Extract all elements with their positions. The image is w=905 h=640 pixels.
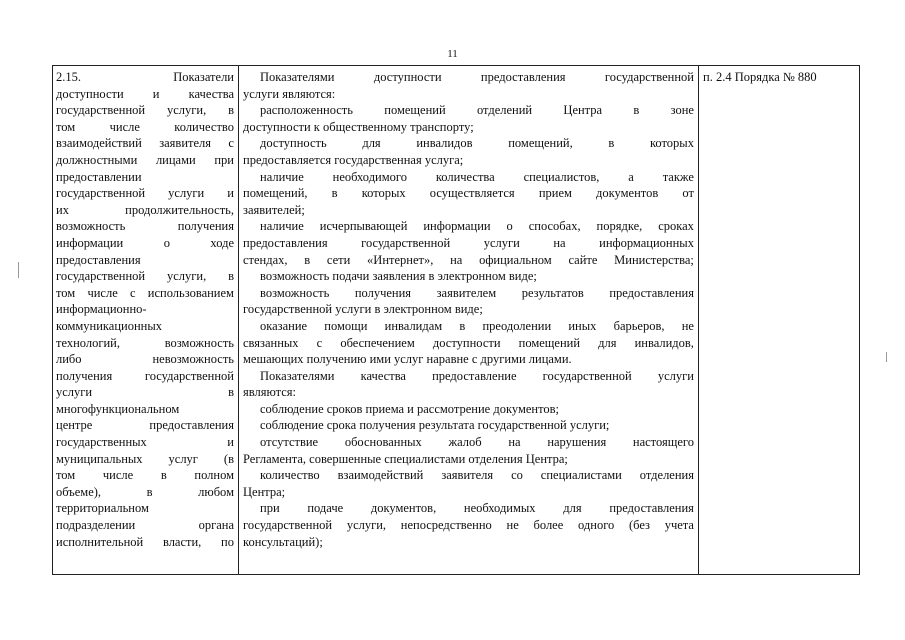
cell_b-line: наличие исчерпывающей информации о способах, порядке, сроках (260, 219, 694, 234)
cell_a-line: том числе в полном (56, 468, 234, 483)
cell-legal-reference (699, 66, 859, 574)
scan-margin-mark (18, 262, 19, 278)
cell_b-line: Показателями качества предоставление государственной услуги (260, 368, 694, 383)
cell_b-line: возможность подачи заявления в электронном виде; (260, 269, 537, 284)
cell_b-line: расположенность помещений отделений Центра в зоне (260, 103, 694, 118)
cell_a-line: должностными лицами при (56, 152, 234, 167)
cell_b-line: предоставляется государственная услуга; (243, 152, 464, 167)
cell_b-line: отсутствие обоснованных жалоб на нарушения настоящего (260, 435, 694, 450)
cell-requirement-content (239, 66, 699, 574)
cell_a-line: многофункциональном (56, 401, 180, 416)
cell_a-line: подразделении органа (56, 518, 234, 533)
page-number: 11 (447, 48, 458, 60)
cell_a-line: либо невозможность (56, 352, 234, 367)
cell_b-line: наличие необходимого количества специалистов, а также (260, 169, 694, 184)
cell_a-line: услуги в (56, 385, 234, 400)
cell_b-line: государственной услуги, непосредственно не более одного (без учета (243, 518, 694, 533)
cell_b-line: услуги являются: (243, 86, 336, 101)
cell_a-line: государственных и (56, 435, 234, 450)
cell_b-line: заявителей; (243, 202, 305, 217)
cell_b-line: предоставления государственной услуги на информационных (243, 235, 694, 250)
cell_a-line: доступности и качества (56, 86, 234, 101)
cell_b-line: соблюдение срока получения результата государственной услуги; (260, 418, 610, 433)
cell_a-line: государственной услуги, в (56, 269, 234, 284)
cell_a-line: муниципальных услуг (в (56, 451, 234, 466)
cell_a-line: их продолжительность, (56, 202, 234, 217)
cell_a-line: объеме), в любом (56, 484, 234, 499)
cell_a-line: государственной услуги, в (56, 103, 234, 118)
legal-reference-text: п. 2.4 Порядка № 880 (703, 70, 817, 84)
cell_b-line: соблюдение сроков приема и рассмотрение документов; (260, 401, 560, 416)
cell_b-line: при подаче документов, необходимых для предоставления (260, 501, 694, 516)
cell_a-line: 2.15. Показатели (56, 70, 234, 84)
cell_b-line: Регламента, совершенные специалистами отделения Центра; (243, 451, 568, 466)
cell_b-line: доступность для инвалидов помещений, в которых (260, 136, 694, 151)
cell_b-line: связанных с обеспечением доступности помещений для инвалидов, (243, 335, 694, 350)
requirements-table (52, 65, 860, 575)
cell_b-line: стендах, в сети «Интернет», на официальном сайте Министерства; (243, 252, 694, 267)
cell_b-line: возможность получения заявителем результатов предоставления (260, 285, 694, 300)
cell_a-line: центре предоставления (56, 418, 234, 433)
cell_b-line: количество взаимодействий заявителя со специалистами отделения (260, 468, 694, 483)
cell_a-line: коммуникационных (56, 318, 162, 333)
cell_a-line: возможность получения (56, 219, 234, 234)
cell_a-line: технологий, возможность (56, 335, 234, 350)
cell_a-line: предоставления (56, 252, 141, 267)
cell_a-line: государственной услуги и (56, 186, 234, 201)
cell_a-line: информации о ходе (56, 235, 234, 250)
cell_b-line: Показателями доступности предоставления государственной (260, 70, 694, 84)
scan-margin-mark (886, 352, 887, 362)
cell_a-line: исполнительной власти, по (56, 534, 234, 549)
cell_a-line: том числе количество (56, 119, 234, 134)
cell_b-line: являются: (243, 385, 297, 400)
cell-requirement-name (53, 66, 239, 574)
cell_b-line: Центра; (243, 484, 286, 499)
cell_b-line: консультаций); (243, 534, 323, 549)
cell_a-line: территориальном (56, 501, 149, 516)
cell_a-line: том числе с использованием (56, 285, 234, 300)
cell_b-line: помещений, в которых осуществляется прием документов от (243, 186, 694, 201)
cell_b-line: доступности к общественному транспорту; (243, 119, 474, 134)
cell_a-line: информационно- (56, 302, 147, 317)
cell_a-line: взаимодействий заявителя с (56, 136, 234, 151)
cell_b-line: мешающих получению ими услуг наравне с другими лицами. (243, 352, 572, 367)
cell_b-line: оказание помощи инвалидам в преодолении иных барьеров, не (260, 318, 694, 333)
cell_a-line: получения государственной (56, 368, 234, 383)
cell_b-line: государственной услуги в электронном виде; (243, 302, 483, 317)
cell_a-line: предоставлении (56, 169, 142, 184)
